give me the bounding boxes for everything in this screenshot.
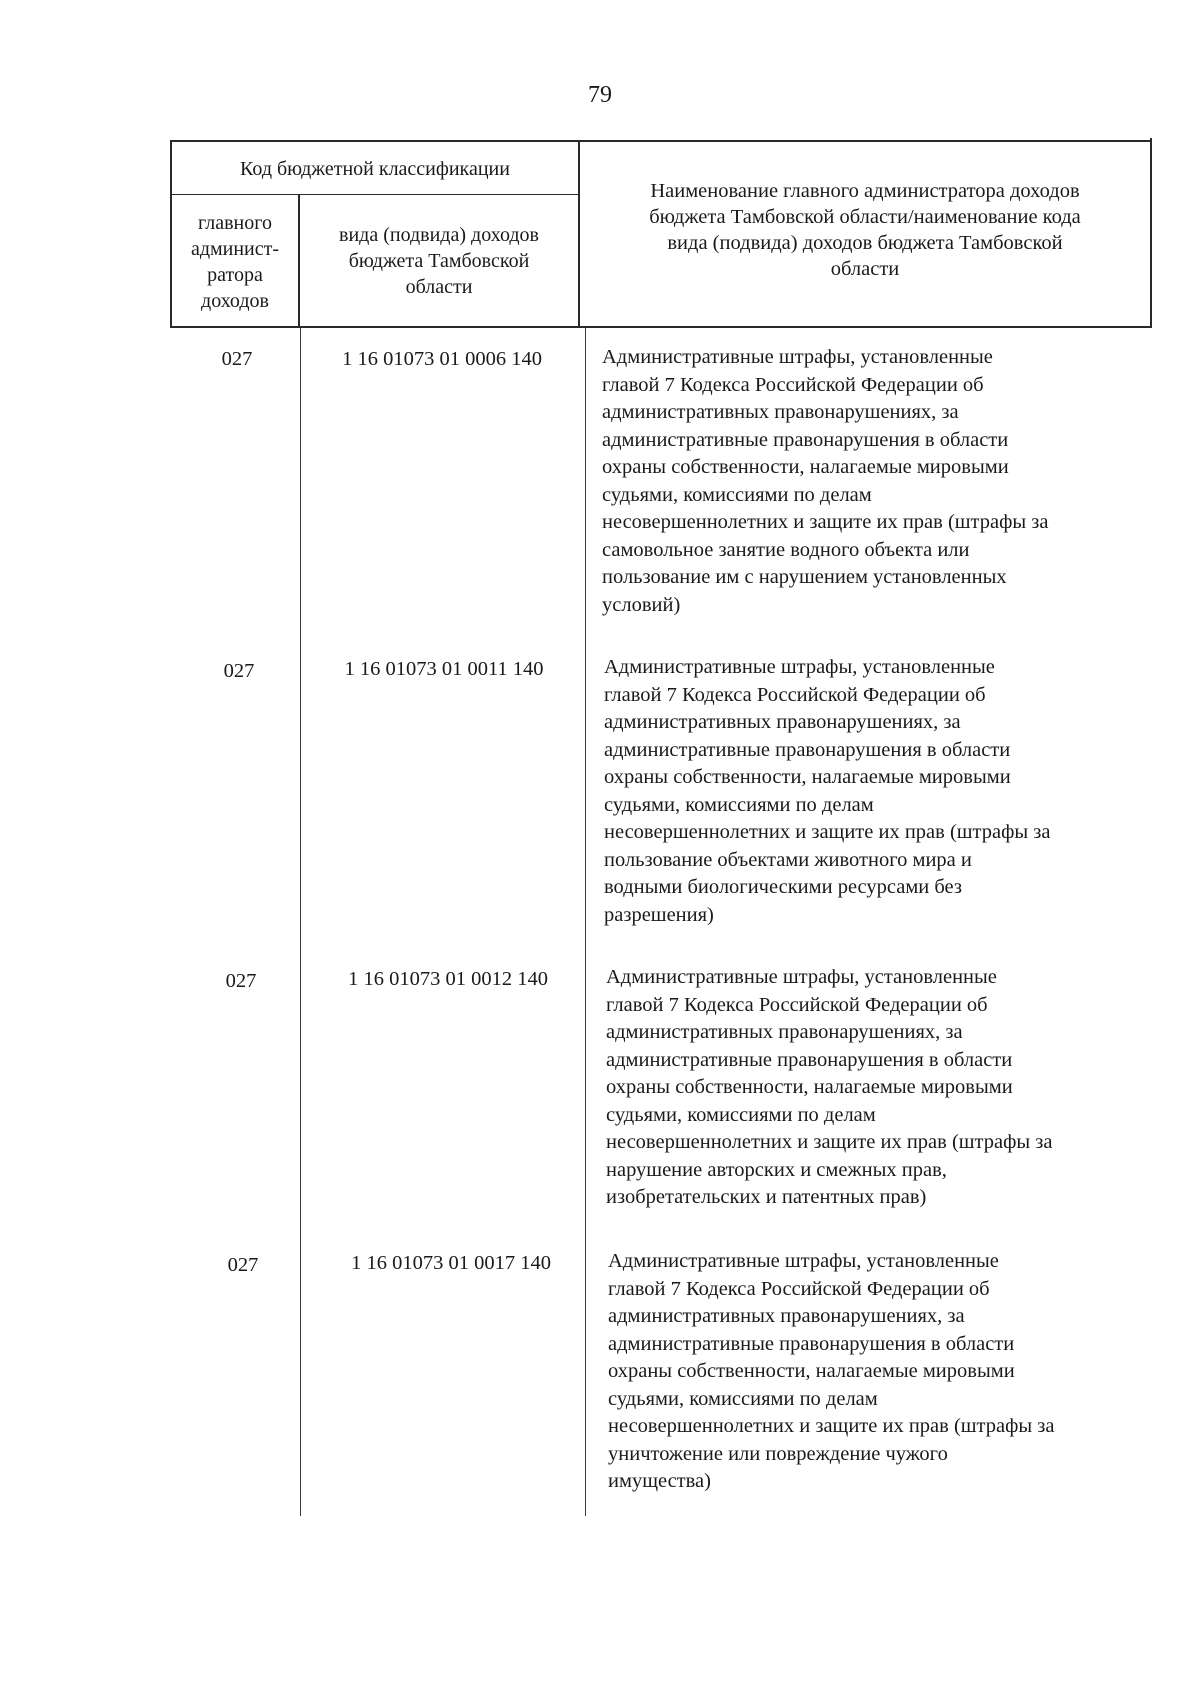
row-type-code: 1 16 01073 01 0011 140 — [344, 658, 544, 680]
header-col-type-line: области — [405, 276, 473, 298]
description-line: несовершеннолетних и защите их прав (штрафы за — [604, 821, 1051, 843]
header-col-admin-line: ратора — [207, 264, 263, 286]
description-line: изобретательских и патентных прав) — [606, 1186, 927, 1208]
description-line: судьями, комиссиями по делам — [604, 793, 874, 816]
body-col1-divider — [300, 328, 301, 1516]
description-line: условий) — [602, 593, 681, 616]
header-group-title: Код бюджетной классификации — [240, 158, 510, 180]
header-col-admin-line: доходов — [201, 290, 269, 312]
row-description — [608, 1248, 1055, 1496]
description-line: Административные штрафы, установленные — [602, 346, 993, 368]
description-line: уничтожение или повреждение чужого — [608, 1442, 948, 1465]
description-line: охраны собственности, налагаемые мировыми — [606, 1076, 1013, 1098]
description-line: главой 7 Кодекса Российской Федерации об — [606, 993, 988, 1016]
description-line: административных правонарушениях, за — [604, 711, 961, 733]
body-col2-divider — [585, 328, 586, 1516]
row-description — [602, 344, 1049, 619]
description-line: административных правонарушениях, за — [602, 401, 959, 423]
header-group-divider — [170, 194, 580, 195]
description-line: административных правонарушениях, за — [606, 1021, 963, 1043]
description-line: главой 7 Кодекса Российской Федерации об — [602, 373, 984, 396]
header-col-name-line: Наименование главного администратора доходов — [650, 180, 1080, 202]
description-line: охраны собственности, налагаемые мировыми — [608, 1360, 1015, 1382]
row-description — [604, 654, 1051, 929]
header-col-type-line: бюджета Тамбовской — [348, 250, 530, 272]
description-line: Административные штрафы, установленные — [608, 1250, 999, 1272]
description-line: Административные штрафы, установленные — [606, 966, 997, 988]
header-right-border — [1150, 138, 1152, 328]
header-col-type-line: вида (подвида) доходов — [339, 224, 539, 246]
description-line: пользование им с нарушением установленных — [602, 566, 1007, 588]
page-number: 79 — [588, 82, 612, 108]
description-line: Административные штрафы, установленные — [604, 656, 995, 678]
row-description — [606, 964, 1053, 1212]
row-type-code: 1 16 01073 01 0006 140 — [342, 348, 542, 370]
description-line: административные правонарушения в области — [604, 738, 1011, 761]
description-line: нарушение авторских и смежных прав, — [606, 1158, 947, 1181]
row-type-code: 1 16 01073 01 0017 140 — [351, 1252, 551, 1274]
description-line: административные правонарушения в области — [608, 1332, 1015, 1355]
description-line: разрешения) — [604, 903, 714, 926]
description-line: судьями, комиссиями по делам — [608, 1387, 878, 1410]
description-line: главой 7 Кодекса Российской Федерации об — [608, 1277, 990, 1300]
header-col-name — [580, 178, 1150, 282]
row-admin-code: 027 — [221, 348, 253, 370]
description-line: охраны собственности, налагаемые мировыми — [602, 456, 1009, 478]
description-line: административные правонарушения в области — [606, 1048, 1013, 1071]
description-line: охраны собственности, налагаемые мировыми — [604, 766, 1011, 788]
header-col-admin-line: главного — [198, 212, 272, 234]
header-col-admin-line: админист- — [190, 238, 280, 260]
description-line: несовершеннолетних и защите их прав (штрафы за — [606, 1131, 1053, 1153]
description-line: водными биологическими ресурсами без — [604, 876, 963, 898]
description-line: несовершеннолетних и защите их прав (штрафы за — [608, 1415, 1055, 1437]
header-bottom-border — [170, 326, 1152, 328]
header-col-name-line: области — [830, 258, 900, 280]
row-admin-code: 027 — [223, 660, 255, 682]
description-line: имущества) — [608, 1470, 711, 1492]
description-line: самовольное занятие водного объекта или — [602, 538, 970, 561]
header-col-type — [300, 222, 578, 300]
row-admin-code: 027 — [225, 970, 257, 992]
description-line: судьями, комиссиями по делам — [606, 1103, 876, 1126]
row-admin-code: 027 — [227, 1254, 259, 1276]
header-col-name-line: бюджета Тамбовской области/наименование кода — [649, 206, 1081, 228]
description-line: главой 7 Кодекса Российской Федерации об — [604, 683, 986, 706]
header-col-admin — [172, 210, 298, 314]
header-top-border — [170, 140, 1152, 142]
description-line: пользование объектами животного мира и — [604, 848, 972, 871]
description-line: административные правонарушения в области — [602, 428, 1009, 451]
description-line: несовершеннолетних и защите их прав (штрафы за — [602, 511, 1049, 533]
description-line: административных правонарушениях, за — [608, 1305, 965, 1327]
row-type-code: 1 16 01073 01 0012 140 — [348, 968, 548, 990]
description-line: судьями, комиссиями по делам — [602, 483, 872, 506]
header-col-name-line: вида (подвида) доходов бюджета Тамбовской — [667, 232, 1063, 254]
